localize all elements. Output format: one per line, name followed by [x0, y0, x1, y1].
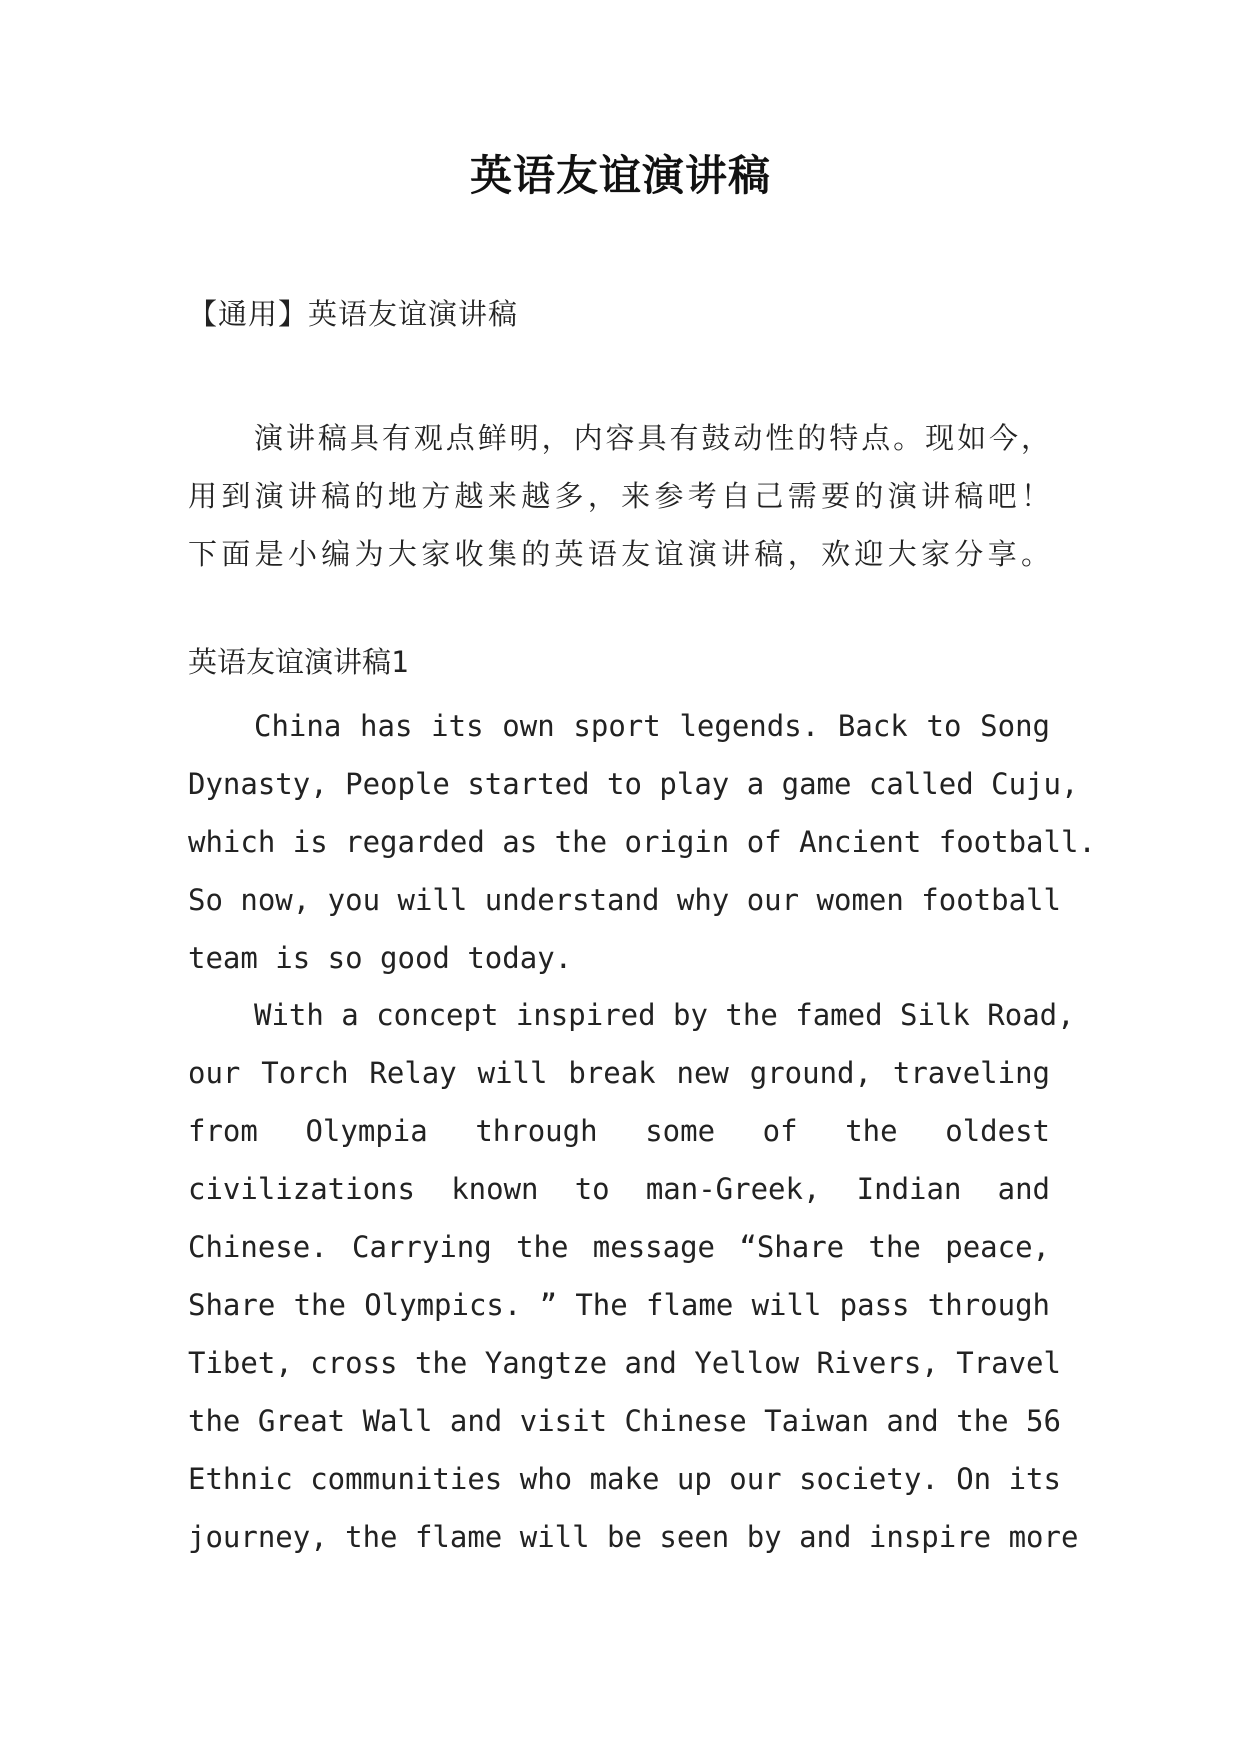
document-subtitle: 【通用】英语友谊演讲稿 [188, 297, 519, 331]
paragraph-line: So now, you will understand why our women football [188, 883, 1061, 917]
paragraph-line: which is regarded as the origin of Ancient football. [188, 825, 1096, 859]
intro-line: 演讲稿具有观点鲜明，内容具有鼓动性的特点。现如今， [254, 421, 1050, 455]
paragraph-line: from Olympia through some of the oldest [188, 1114, 1050, 1148]
paragraph-line: China has its own sport legends. Back to Song [254, 709, 1050, 743]
paragraph-line: civilizations known to man-Greek, Indian and [188, 1172, 1050, 1206]
intro-line: 下面是小编为大家收集的英语友谊演讲稿，欢迎大家分享。 [188, 537, 1050, 571]
intro-paragraph [188, 409, 1050, 583]
body-paragraph-1 [188, 697, 1096, 987]
body-paragraph-2 [188, 986, 1079, 1566]
paragraph-line: Tibet, cross the Yangtze and Yellow Rivers, Travel [188, 1346, 1061, 1380]
paragraph-line: Ethnic communities who make up our society. On its [188, 1462, 1061, 1496]
intro-line: 用到演讲稿的地方越来越多，来参考自己需要的演讲稿吧！ [188, 479, 1050, 513]
paragraph-line: Dynasty, People started to play a game called Cuju, [188, 767, 1079, 801]
document-title: 英语友谊演讲稿 [469, 151, 771, 200]
paragraph-line: our Torch Relay will break new ground, traveling [188, 1056, 1050, 1090]
paragraph-line: the Great Wall and visit Chinese Taiwan and the 56 [188, 1404, 1061, 1438]
paragraph-line: With a concept inspired by the famed Silk Road, [254, 998, 1075, 1032]
paragraph-line: journey, the flame will be seen by and inspire more [188, 1520, 1079, 1554]
paragraph-line: Chinese. Carrying the message “Share the peace, [188, 1230, 1050, 1264]
paragraph-line: team is so good today. [188, 941, 573, 975]
section-heading: 英语友谊演讲稿1 [188, 645, 409, 679]
paragraph-line: Share the Olympics. ” The flame will pass through [188, 1288, 1050, 1322]
